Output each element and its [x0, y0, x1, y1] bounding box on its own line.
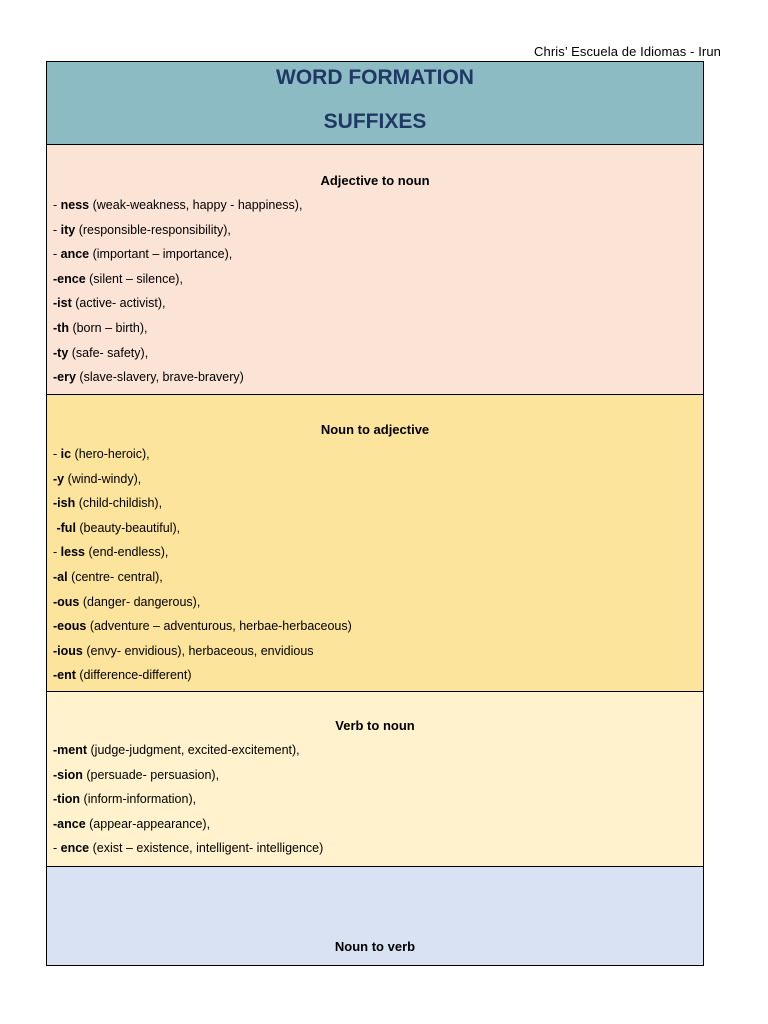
suffix-examples: (appear-appearance),: [85, 816, 211, 831]
suffix-examples: (beauty-beautiful),: [75, 520, 181, 535]
suffix-entry: [53, 242, 697, 267]
entry-prefix: -: [53, 222, 61, 237]
suffix-entry: [53, 316, 697, 341]
entry-prefix: -: [53, 841, 61, 856]
suffix-examples: (envy- envidious), herbaceous, envidious: [82, 643, 314, 658]
suffix-entry: [53, 590, 697, 615]
suffix-entry: [53, 516, 697, 541]
section-verb-to-noun: [47, 692, 703, 867]
suffix: ance: [60, 247, 90, 262]
entry-prefix: -: [53, 545, 61, 560]
suffix-examples: (danger- dangerous),: [79, 594, 201, 609]
suffix: less: [60, 545, 85, 560]
suffix: -ious: [53, 643, 83, 658]
section-title: Noun to adjective: [320, 422, 430, 437]
title-block: [47, 62, 703, 145]
suffix-entry: [53, 663, 697, 688]
suffix: -y: [53, 471, 65, 486]
suffix-entry: [53, 763, 697, 788]
suffix-entry: [53, 193, 697, 218]
suffix-examples: (inform-information),: [80, 792, 197, 807]
entry-prefix: -: [53, 198, 61, 212]
suffix: -ent: [53, 668, 76, 683]
suffix-entry: [53, 467, 697, 492]
section-noun-to-adjective: [47, 395, 703, 692]
section-title: Noun to verb: [334, 939, 416, 954]
document-title: WORD FORMATION: [276, 66, 474, 89]
suffix: -ty: [53, 345, 69, 360]
school-name: Chris’ Escuela de Idiomas - Irun: [534, 44, 721, 59]
suffix-examples: (responsible-responsibility),: [75, 222, 231, 237]
suffix-list: [53, 193, 697, 390]
suffix-table: [46, 61, 704, 966]
suffix: -eous: [53, 619, 87, 634]
suffix: -ist: [53, 296, 72, 311]
suffix-entry: [53, 218, 697, 243]
suffix-examples: (hero-heroic),: [71, 447, 150, 461]
suffix: -sion: [53, 767, 83, 782]
suffix-list: [53, 442, 697, 688]
entry-prefix: -: [53, 447, 61, 461]
suffix-entry: [53, 267, 697, 292]
suffix-list: [53, 738, 697, 861]
suffix: ic: [60, 447, 72, 461]
suffix-examples: (persuade- persuasion),: [82, 767, 220, 782]
suffix-examples: (important – importance),: [89, 247, 233, 262]
suffix: -ish: [53, 496, 76, 511]
suffix-examples: (silent – silence),: [85, 271, 183, 286]
suffix-entry: [53, 738, 697, 763]
suffix-examples: (exist – existence, intelligent- intelligence): [89, 841, 324, 856]
document-subtitle: SUFFIXES: [323, 110, 427, 133]
suffix-entry: [53, 812, 697, 837]
suffix-examples: (safe- safety),: [68, 345, 149, 360]
section-title: Adjective to noun: [320, 173, 430, 188]
suffix-examples: (child-childish),: [75, 496, 163, 511]
suffix: -ment: [53, 743, 88, 757]
suffix-entry: [53, 291, 697, 316]
suffix: ness: [60, 198, 90, 212]
suffix-examples: (centre- central),: [67, 569, 163, 584]
suffix-examples: (adventure – adventurous, herbae-herbaceous): [86, 619, 352, 634]
entry-prefix: -: [53, 247, 61, 262]
section-adjective-to-noun: [47, 145, 703, 395]
suffix-examples: (born – birth),: [68, 320, 148, 335]
suffix-entry: [53, 540, 697, 565]
suffix-entry: [53, 491, 697, 516]
suffix-examples: (difference-different): [75, 668, 192, 683]
suffix-entry: [53, 341, 697, 366]
suffix-examples: (slave-slavery, brave-bravery): [75, 370, 244, 385]
section-title: Verb to noun: [335, 718, 415, 733]
suffix: ence: [60, 841, 90, 856]
suffix: -al: [53, 569, 68, 584]
suffix: -tion: [53, 792, 81, 807]
suffix-entry: [53, 836, 697, 861]
suffix-entry: [53, 639, 697, 664]
suffix-entry: [53, 787, 697, 812]
suffix-examples: (weak-weakness, happy - happiness),: [89, 198, 303, 212]
suffix: -th: [53, 320, 69, 335]
suffix-examples: (active- activist),: [71, 296, 166, 311]
suffix: -ence: [53, 271, 86, 286]
suffix-examples: (wind-windy),: [64, 471, 142, 486]
suffix-entry: [53, 442, 697, 467]
suffix-examples: (end-endless),: [84, 545, 169, 560]
suffix-entry: [53, 365, 697, 390]
suffix: ity: [60, 222, 76, 237]
section-noun-to-verb: [47, 867, 703, 965]
suffix: -ery: [53, 370, 76, 385]
suffix: -ous: [53, 594, 80, 609]
suffix: -ful: [56, 520, 76, 535]
suffix-examples: (judge-judgment, excited-excitement),: [87, 743, 300, 757]
suffix-entry: [53, 614, 697, 639]
suffix-entry: [53, 565, 697, 590]
suffix: -ance: [53, 816, 86, 831]
